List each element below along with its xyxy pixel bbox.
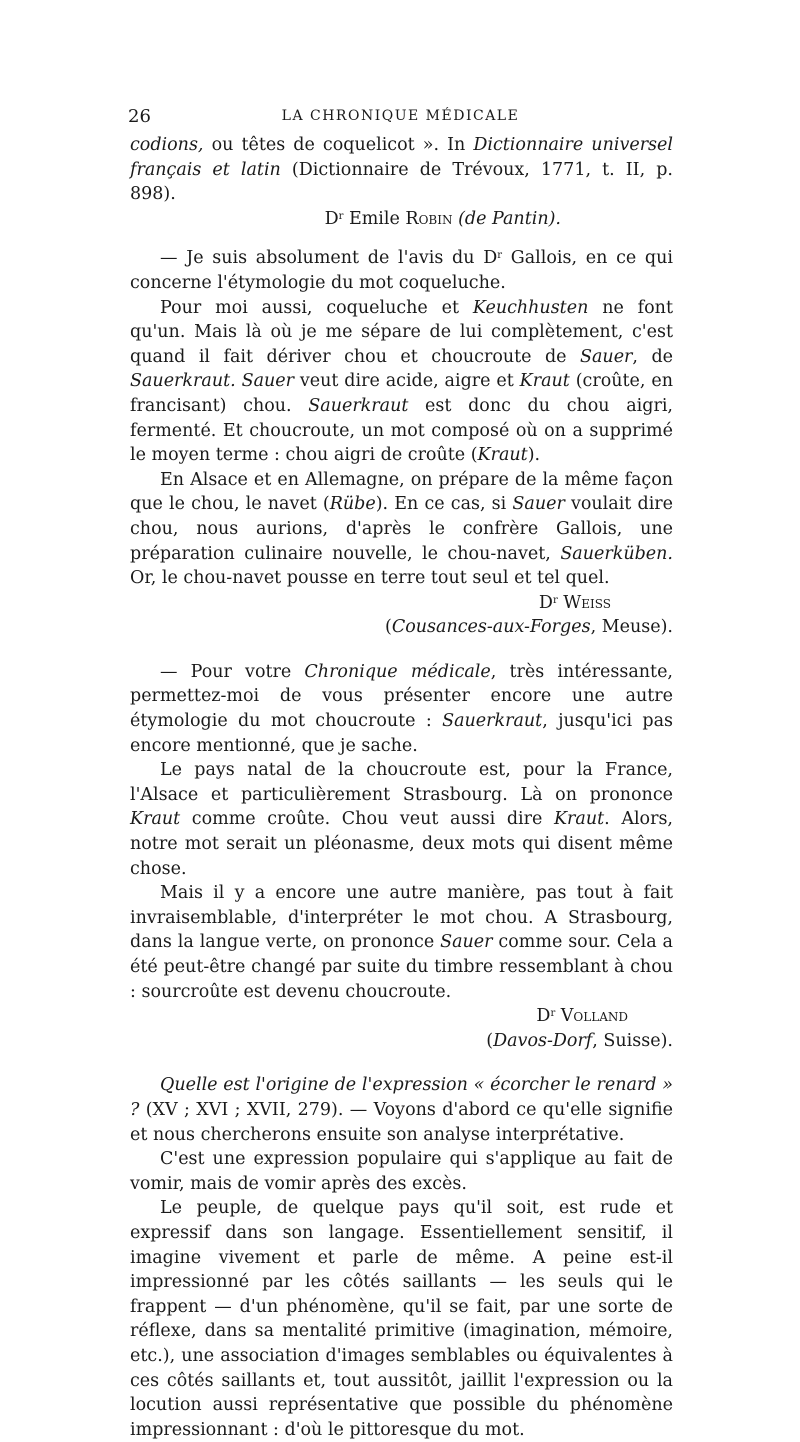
paragraph [130,758,673,881]
text: (croûte, en francisant) chou. [130,371,673,416]
paragraph [130,468,673,591]
author-place: Davos-Dorf [493,1030,593,1051]
italic-text: Sauer [580,346,633,367]
body-text [130,133,673,1442]
text: voulait dire chou, nous aurions, d'après le confrère Gallois, une préparation culinaire nouvelle, le chou-navet, [130,494,674,564]
superscript: r [338,210,344,222]
text: D [536,1006,551,1027]
signature-place [130,615,673,640]
text: (Dictionnaire de Trévoux, 1771, t. II, p. 898). [130,159,673,205]
text: . Alors, notre mot serait un pléonasme, deux mots qui disent même chose. [130,809,673,879]
text: veut dire acide, aigre et [294,371,520,392]
paragraph [130,1073,673,1147]
signature [130,1004,673,1029]
text: ( [486,1030,494,1051]
text: D [324,208,339,229]
author-name: Volland [555,1006,628,1027]
superscript: r [497,250,503,262]
page-number: 26 [128,106,151,127]
italic-text: codions, [130,135,204,155]
italic-text: Sauerküben. [560,543,673,564]
author-name: Emile [343,208,406,229]
signature-place [130,1029,673,1054]
signature [130,591,673,616]
paragraph: Le peuple, de quelque pays qu'il soit, est rude et expressif dans son langage. Essentiellement sensitif, il imagine vivement et parle de même. A peine est-il impressionné par les côtés saillants — les seuls qui le frappent — d'un phénomène, qu'il se fait, par une sorte de réflexe, dans sa mentalité primitive (imagination, mémoire, etc.), une association d'images semblables ou équivalentes à ces côtés saillants et, tout aussitôt, jaillit l'expression ou la locution aussi représentative que possible du phénomène impressionnant : d'où le pittoresque du mot. [130,1198,673,1440]
paragraph: C'est une expression populaire qui s'applique au fait de vomir, mais de vomir après des excès. [130,1149,673,1194]
text: ou têtes de coquelicot ». In [203,135,474,155]
text: , de [632,346,674,367]
text: (XV ; XVI ; XVII, 279). — Voyons d'abord ce qu'elle signifie et nous chercherons ensuite son analyse interprétative. [130,1099,673,1145]
italic-text: Sauer [512,494,565,515]
italic-text: Sauer [241,371,294,392]
text: — Je suis absolument de l'avis du D [160,248,498,269]
text: ( [385,617,392,638]
italic-text: Sauerkraut [308,395,409,416]
text: est donc du chou aigri, fermenté. Et choucroute, un mot composé où on a supprimé le moyen terme : chou aigri de croûte ( [130,395,673,466]
paragraph [130,881,673,1004]
paragraph [130,246,673,295]
running-title: LA CHRONIQUE MÉDICALE [281,108,520,124]
paragraph [130,296,673,468]
superscript: r [552,594,558,606]
italic-text: Keuchhusten [472,297,589,318]
italic-text: Dictionnaire universel français et latin [130,135,673,180]
italic-text: Kraut [519,371,570,392]
text: Gallois, en ce qui concerne l'étymologie du mot coqueluche. [130,248,673,293]
italic-text: Kraut [553,809,605,830]
signature [130,207,673,232]
text: En Alsace et en Allemagne, on prépare de la même façon que le chou, le navet ( [130,469,673,515]
italic-text: Sauer [440,932,493,953]
text: D [538,592,553,613]
question-heading: Quelle est l'origine de l'expression « écorcher le renard » ? [130,1075,673,1120]
text: Or, le chou-navet pousse en terre tout seul et tel quel. [130,568,610,589]
text: Pour moi aussi, coqueluche et [160,297,473,318]
text: Mais il y a encore une autre manière, pas tout à fait invraisemblable, d'interpréter le mot chou. A Strasbourg, dans la langue verte, on prononce [130,883,673,953]
paragraph [130,660,673,758]
text: , très intéressante, permettez-moi de vous présenter encore une autre étymologie du mot choucroute : [130,661,673,732]
text: ). [527,445,541,466]
author-place: (de Pantin). [452,208,561,229]
page-header [128,106,673,128]
text: comme sour. Cela a été peut-être changé par suite du timbre ressemblant à chou : sourcroûte est devenu choucroute. [130,932,673,1002]
text: comme croûte. Chou veut aussi dire [180,809,554,830]
author-place: Cousances-aux-Forges [391,617,591,638]
italic-text: Rübe [329,494,376,515]
italic-text: Chronique médicale [304,661,491,682]
italic-text: Kraut [477,445,528,466]
author-name: Weiss [557,592,611,613]
text: — Pour votre [160,661,305,682]
italic-text: Sauerkraut. [130,371,236,392]
italic-text: Sauerkraut [442,711,543,732]
text: , Meuse). [590,617,673,638]
author-name: Robin [405,208,453,229]
italic-text: Kraut [130,809,181,830]
superscript: r [550,1008,556,1020]
text: ne font qu'un. Mais là où je me sépare de lui complètement, c'est quand il fait dériver chou et choucroute de [130,297,673,367]
text: Le pays natal de la choucroute est, pour la France, l'Alsace et particulièrement Strasbourg. Là on prononce [130,760,673,805]
paragraph [130,133,673,207]
text: ). En ce cas, si [375,494,513,515]
text: , jusqu'ici pas encore mentionné, que je sache. [130,711,674,756]
text: , Suisse). [592,1030,673,1051]
